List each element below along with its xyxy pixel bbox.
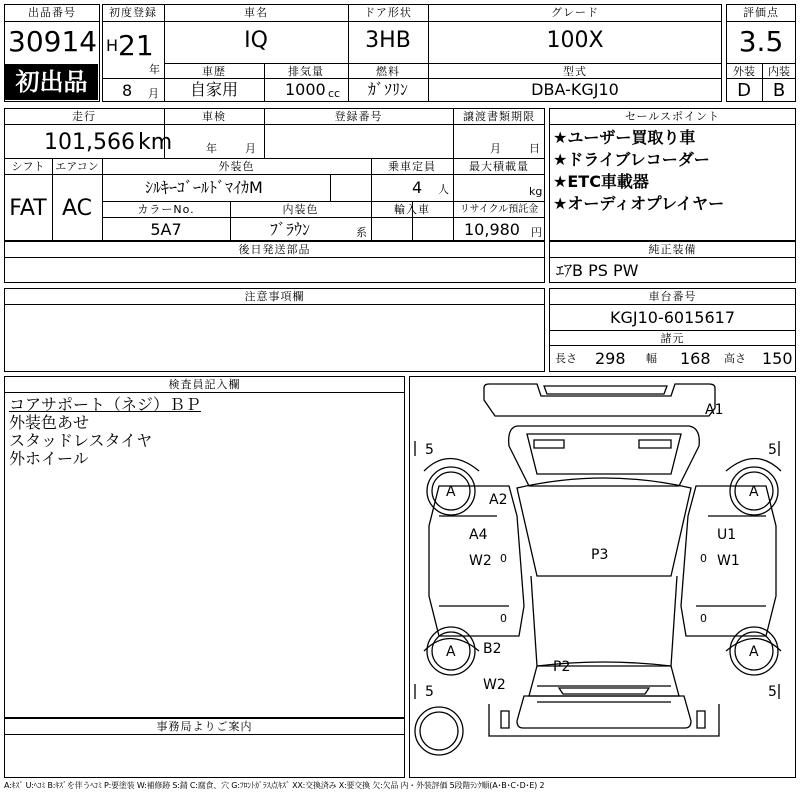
reg-no-label: 登録番号 xyxy=(334,110,383,123)
tire-mark: A xyxy=(446,644,456,660)
int-grade-label: 内装 xyxy=(768,65,790,78)
history-value: 自家用 xyxy=(189,80,238,99)
history-label: 車歴 xyxy=(202,65,226,78)
mark-w2: W2 xyxy=(483,677,506,693)
max-load-label: 最大積載量 xyxy=(469,160,529,173)
transfer-label: 譲渡書類期限 xyxy=(463,110,535,123)
lot-label: 出品番号 xyxy=(28,6,76,19)
recycle-label: リサイクル預託金 xyxy=(459,204,539,215)
ext-color-value: ｼﾙｷｰｺﾞｰﾙﾄﾞﾏｲｶM xyxy=(145,178,263,197)
first-reg-year-unit: 年 xyxy=(149,63,160,76)
later-parts-label: 後日発送部品 xyxy=(238,243,311,256)
notes-label: 注意事項欄 xyxy=(244,290,305,303)
panel-zero: 0 xyxy=(700,612,707,625)
mileage-label: 走行 xyxy=(72,110,96,123)
tire-mark: A xyxy=(446,484,456,500)
int-color-suffix: 系 xyxy=(356,226,367,239)
tire-mark: A xyxy=(749,484,759,500)
capacity-value: 4 xyxy=(412,178,423,197)
tread-depth: 5 xyxy=(768,442,777,458)
model-value: DBA-KGJ10 xyxy=(531,80,619,99)
capacity-unit: 人 xyxy=(438,183,449,196)
legend: A:ｷｽﾞ U:ﾍｺﾐ B:ｷｽﾞを伴うﾍｺﾐ P:要塗装 W:補修跡 S:錆 C:腐食、穴 G:ﾌﾛﾝﾄｶﾞﾗｽ点ｷｽﾞ XX:交換済み X:要交換 欠:欠品 内・外装評価 5段階ﾗﾝｸ順(A･B･C･D･E) 2 xyxy=(4,781,545,790)
genuine-equipment-value: ｴｱB PS PW xyxy=(556,261,639,280)
fuel-label: 燃料 xyxy=(376,65,400,78)
shift-value: FAT xyxy=(9,196,47,221)
tire-mark: A xyxy=(749,644,759,660)
inspector-line: スタッドレスタイヤ xyxy=(9,431,153,450)
inspector-label: 検査員記入欄 xyxy=(168,378,241,391)
width-value: 168 xyxy=(680,349,711,368)
inspector-line: コアサポート（ネジ）ＢＰ xyxy=(9,395,202,414)
sales-point-item: ★ドライブレコーダー xyxy=(553,150,710,169)
car-damage-diagram xyxy=(409,376,796,778)
ac-value: AC xyxy=(61,196,93,221)
mark-w1: W1 xyxy=(717,553,740,569)
car-name-value: IQ xyxy=(244,28,268,53)
mileage-value: 101,566 xyxy=(44,130,135,155)
dims-label: 諸元 xyxy=(660,332,685,345)
door-value: 3HB xyxy=(365,28,411,53)
color-no-value: 5A7 xyxy=(150,220,182,239)
panel-zero: 0 xyxy=(500,612,507,625)
grade-label: グレード xyxy=(551,6,599,19)
grade-value: 100X xyxy=(546,28,604,53)
width-label: 幅 xyxy=(646,352,657,365)
first-reg-year: 21 xyxy=(118,29,154,62)
displacement-value: 1000 xyxy=(285,80,326,99)
inspection-label: 車検 xyxy=(202,110,226,123)
length-label: 長さ xyxy=(555,352,577,365)
shift-label: シフト xyxy=(11,160,45,173)
mark-a2: A2 xyxy=(489,492,508,508)
tread-depth: 5 xyxy=(768,684,777,700)
ext-grade-value: D xyxy=(737,80,751,101)
panel-zero: 0 xyxy=(700,552,707,565)
lot-number: 30914 xyxy=(8,25,98,58)
panel-zero: 0 xyxy=(500,552,507,565)
recycle-value: 10,980 xyxy=(464,220,520,239)
inspection-year-unit: 年 xyxy=(206,142,217,155)
mark-a1: A1 xyxy=(705,402,724,418)
mark-p2: P2 xyxy=(553,659,571,675)
int-color-label: 内装色 xyxy=(282,203,319,216)
first-reg-month: 8 xyxy=(122,81,133,100)
chassis-value: KGJ10-6015617 xyxy=(610,308,735,327)
mark-w2: W2 xyxy=(469,553,492,569)
ext-color-label: 外装色 xyxy=(218,160,255,173)
genuine-equipment-label: 純正装備 xyxy=(648,243,697,256)
door-label: ドア形状 xyxy=(364,6,412,19)
inspector-line: 外装色あせ xyxy=(9,413,90,432)
int-grade-value: B xyxy=(772,80,786,101)
inspection-month-unit: 月 xyxy=(245,142,256,155)
ac-label: エアコン xyxy=(55,160,99,173)
car-name-label: 車名 xyxy=(244,6,268,19)
model-label: 型式 xyxy=(563,65,587,78)
transfer-month-unit: 月 xyxy=(490,142,501,155)
mark-a4: A4 xyxy=(469,527,488,543)
tread-depth: 5 xyxy=(425,684,434,700)
ext-grade-label: 外装 xyxy=(733,65,755,78)
first-reg-label: 初度登録 xyxy=(109,6,157,19)
first-listing-badge: 初出品 xyxy=(5,64,98,100)
first-reg-month-unit: 月 xyxy=(148,87,159,100)
capacity-label: 乗車定員 xyxy=(388,160,436,173)
sales-point-item: ★ユーザー買取り車 xyxy=(553,128,696,147)
max-load-unit: kg xyxy=(529,185,543,198)
displacement-unit: cc xyxy=(328,87,341,100)
mark-p3: P3 xyxy=(591,547,609,563)
recycle-unit: 円 xyxy=(531,226,542,239)
sales-points-label: セールスポイント xyxy=(624,110,720,123)
displacement-label: 排気量 xyxy=(288,65,324,78)
fuel-value: ｶﾞｿﾘﾝ xyxy=(367,80,408,99)
first-reg-era: H xyxy=(106,36,119,55)
transfer-day-unit: 日 xyxy=(529,142,540,155)
length-value: 298 xyxy=(595,349,626,368)
office-label: 事務局よりご案内 xyxy=(156,720,253,733)
color-no-label: カラーNo. xyxy=(137,203,195,216)
mark-u1: U1 xyxy=(717,527,737,543)
score-value: 3.5 xyxy=(738,25,784,58)
import-label: 輸入車 xyxy=(394,203,430,216)
inspector-line: 外ホイール xyxy=(9,449,89,468)
mileage-unit: km xyxy=(138,130,173,155)
height-value: 150 xyxy=(762,349,793,368)
score-label: 評価点 xyxy=(743,6,779,19)
sales-point-item: ★ETC車載器 xyxy=(553,172,649,191)
int-color-value: ﾌﾞﾗｳﾝ xyxy=(270,220,311,239)
chassis-label: 車台番号 xyxy=(648,290,697,303)
tread-depth: 5 xyxy=(425,442,434,458)
mark-b2: B2 xyxy=(483,641,502,657)
sales-point-item: ★オーディオプレイヤー xyxy=(553,194,725,213)
height-label: 高さ xyxy=(724,352,746,365)
